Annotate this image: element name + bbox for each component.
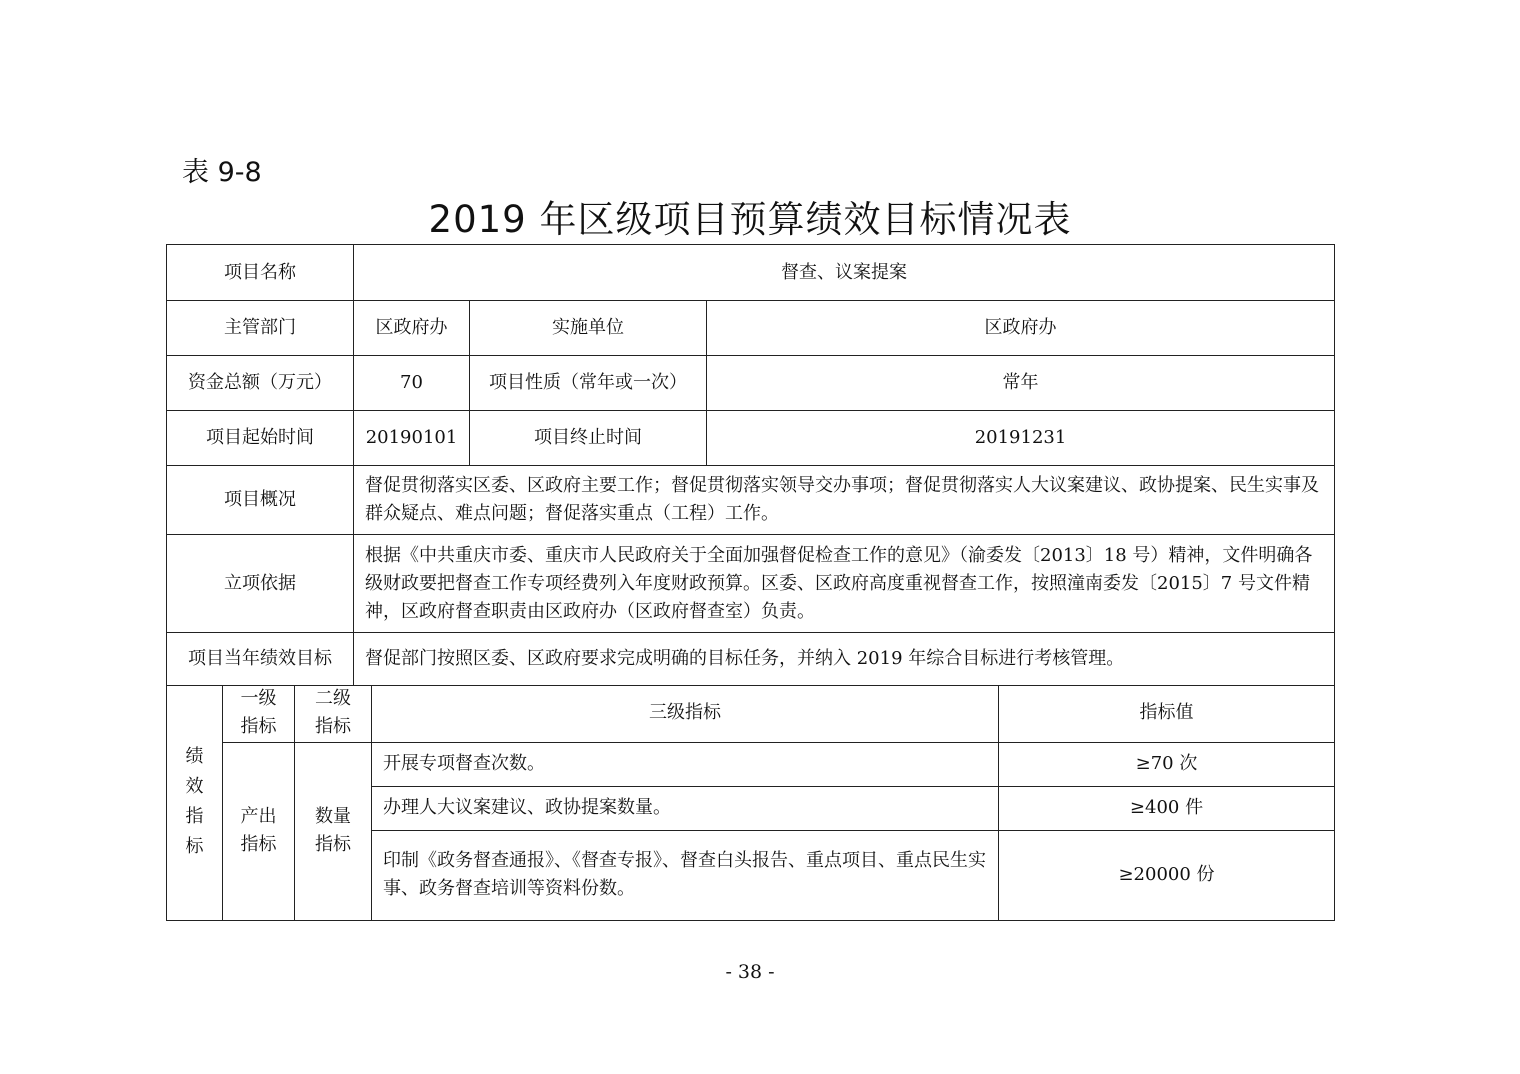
nature-value: 常年 (707, 356, 1335, 411)
project-name-value: 督查、议案提案 (354, 245, 1335, 301)
level2-header: 二级 指标 (295, 685, 372, 742)
indicator-item: 开展专项督查次数。 (372, 742, 999, 786)
indicator-value: ≥70 次 (999, 742, 1335, 786)
indicator-section-label: 绩 效 指 标 (167, 685, 223, 920)
indicator-item: 印制《政务督查通报》、《督查专报》、督查白头报告、重点项目、重点民生实事、政务督查培训等资料份数。 (372, 830, 999, 920)
level1-header: 一级 指标 (223, 685, 295, 742)
overview-label: 项目概况 (167, 466, 354, 535)
basis-text: 根据《中共重庆市委、重庆市人民政府关于全面加强督促检查工作的意见》（渝委发〔2013〕18 号）精神，文件明确各级财政要把督查工作专项经费列入年度财政预算。区委、区政府高度重视督查工作，按照潼南委发〔2015〕7 号文件精神，区政府督查职责由区政府办（区政府督查室）负责。 (354, 535, 1335, 633)
table-row (167, 466, 1335, 535)
table-row (167, 535, 1335, 633)
indicator-item: 办理人大议案建议、政协提案数量。 (372, 786, 999, 830)
basis-label: 立项依据 (167, 535, 354, 633)
level2-quantity-indicator: 数量 指标 (295, 742, 372, 920)
goal-label: 项目当年绩效目标 (167, 633, 354, 686)
start-date-value: 20190101 (354, 411, 470, 466)
end-date-label: 项目终止时间 (470, 411, 707, 466)
indicator-value: ≥400 件 (999, 786, 1335, 830)
table-row (167, 245, 1335, 301)
nature-label: 项目性质（常年或一次） (470, 356, 707, 411)
table-number-label: 表 9-8 (182, 157, 262, 188)
project-info-table (166, 244, 1335, 686)
funds-label: 资金总额（万元） (167, 356, 354, 411)
table-row (167, 685, 1335, 742)
table-row (167, 742, 1335, 786)
implementer-label: 实施单位 (470, 301, 707, 356)
department-label: 主管部门 (167, 301, 354, 356)
level3-header: 三级指标 (372, 685, 999, 742)
start-date-label: 项目起始时间 (167, 411, 354, 466)
page-number: - 38 - (725, 961, 775, 983)
implementer-value: 区政府办 (707, 301, 1335, 356)
table-row (167, 411, 1335, 466)
funds-value: 70 (354, 356, 470, 411)
end-date-value: 20191231 (707, 411, 1335, 466)
project-name-label: 项目名称 (167, 245, 354, 301)
overview-text: 督促贯彻落实区委、区政府主要工作；督促贯彻落实领导交办事项；督促贯彻落实人大议案建议、政协提案、民生实事及群众疑点、难点问题；督促落实重点（工程）工作。 (354, 466, 1335, 535)
value-header: 指标值 (999, 685, 1335, 742)
department-value: 区政府办 (354, 301, 470, 356)
goal-text: 督促部门按照区委、区政府要求完成明确的目标任务，并纳入 2019 年综合目标进行考核管理。 (354, 633, 1335, 686)
table-row (167, 301, 1335, 356)
table-row (167, 633, 1335, 686)
table-row (167, 356, 1335, 411)
page-title: 2019 年区级项目预算绩效目标情况表 (428, 198, 1072, 241)
level1-output-indicator: 产出 指标 (223, 742, 295, 920)
performance-indicator-table (166, 685, 1335, 921)
indicator-value: ≥20000 份 (999, 830, 1335, 920)
